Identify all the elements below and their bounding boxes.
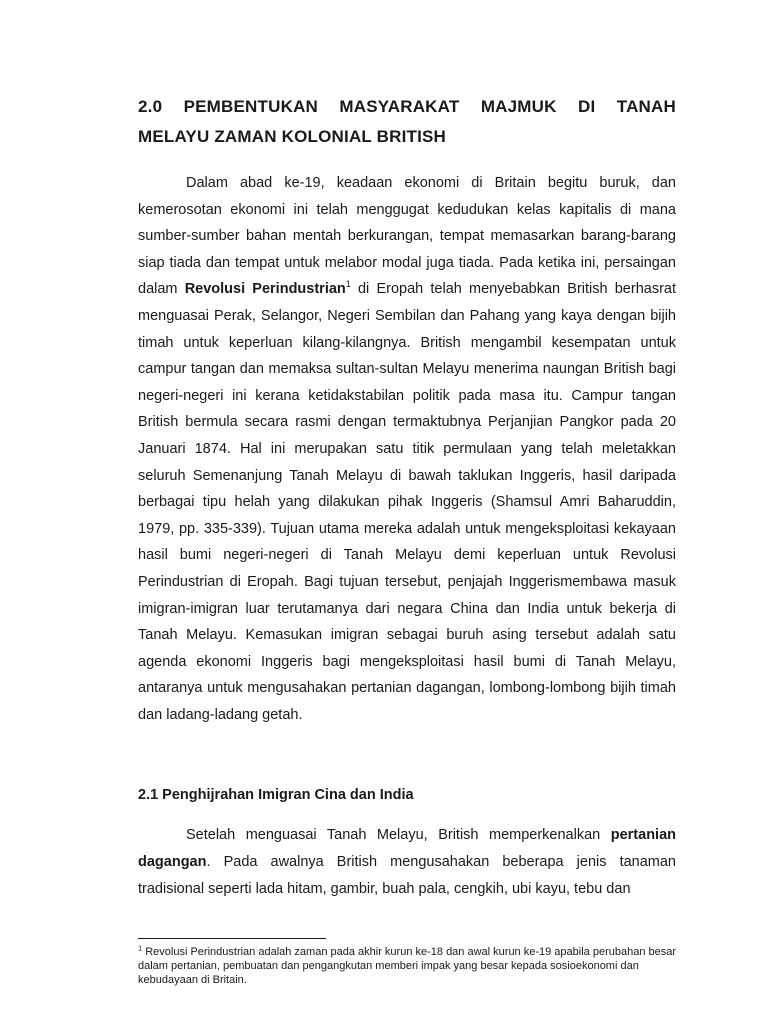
footnote-area bbox=[138, 938, 676, 987]
chapter-title bbox=[138, 92, 676, 152]
document-page bbox=[138, 92, 676, 902]
body-paragraph-2 bbox=[138, 822, 676, 902]
paragraph2-text-start: Setelah menguasai Tanah Melayu, British memperkenalkan bbox=[186, 827, 611, 844]
bold-term-revolusi-perindustrian: Revolusi Perindustrian bbox=[184, 281, 346, 298]
paragraph2-text-end: . Pada awalnya British mengusahakan beberapa jenis tanaman tradisional seperti lada hitam, gambir, buah pala, cengkih, ubi kayu, tebu dan bbox=[138, 854, 676, 897]
footnote-text: Revolusi Perindustrian adalah zaman pada akhir kurun ke-18 dan awal kurun ke-19 apabila perubahan besar dalam pertanian, pembuatan dan pengangkutan memberi impak yang besar kepada sosioekonomi dan kebudayaan di Britain. bbox=[138, 946, 677, 986]
bold-term-pertanian-dagangan: pertanian dagangan bbox=[138, 827, 676, 871]
footnote-reference: 1 bbox=[345, 279, 351, 290]
footnote-marker: 1 bbox=[138, 943, 143, 953]
section-title: 2.1 Penghijrahan Imigran Cina dan India bbox=[138, 787, 414, 804]
chapter-title-line2: MELAYU ZAMAN KOLONIAL BRITISH bbox=[138, 127, 447, 146]
chapter-title-line1: 2.0 PEMBENTUKAN MASYARAKAT MAJMUK DI TANAH bbox=[138, 97, 676, 116]
paragraph1-text-end: di Eropah telah menyebabkan British berhasrat menguasai Perak, Selangor, Negeri Sembilan dan Pahang yang kaya dengan bijih timah untuk keperluan kilang-kilangnya. British mengambil kesempatan untuk campur tangan dan memaksa sultan-sultan Melayu menerima naungan British bagi negeri-negeri ini kerana ketidakstabilan politik pada masa itu. Campur tangan British bermula secara rasmi dengan termaktubnya Perjanjian Pangkor pada 20 Januari 1874. Hal ini merupakan satu titik permulaan yang telah meletakkan seluruh Semenanjung Tanah Melayu di bawah taklukan Inggeris, hasil daripada berbagai tipu helah yang dilakukan pihak Inggeris (Shamsul Amri Baharuddin, 1979, pp. 335-339). Tujuan utama mereka adalah untuk mengeksploitasi kekayaan hasil bumi negeri-negeri di Tanah Melayu demi keperluan untuk Revolusi Perindustrian di Eropah. Bagi tujuan tersebut, penjajah Inggerismembawa masuk imigran-imigran luar terutamanya dari negara China dan India untuk bekerja di Tanah Melayu. Kemasukan imigran sebagai buruh asing tersebut adalah satu agenda ekonomi Inggeris bagi mengeksploitasi hasil bumi di Tanah Melayu, antaranya untuk mengusahakan pertanian dagangan, lombong-lombong bijih timah dan ladang-ladang getah. bbox=[138, 281, 677, 723]
body-paragraph-1 bbox=[138, 170, 676, 728]
paragraph1-text-start: Dalam abad ke-19, keadaan ekonomi di Britain begitu buruk, dan kemerosotan ekonomi ini telah menggugat kedudukan kelas kapitalis di mana sumber-sumber bahan mentah berkurangan, tempat memasarkan barang-barang siap tiada dan tempat untuk melabor modal juga tiada. Pada ketika ini, persaingan dalam bbox=[138, 175, 676, 298]
footnote-separator bbox=[138, 938, 326, 939]
footnote-1 bbox=[138, 945, 676, 987]
